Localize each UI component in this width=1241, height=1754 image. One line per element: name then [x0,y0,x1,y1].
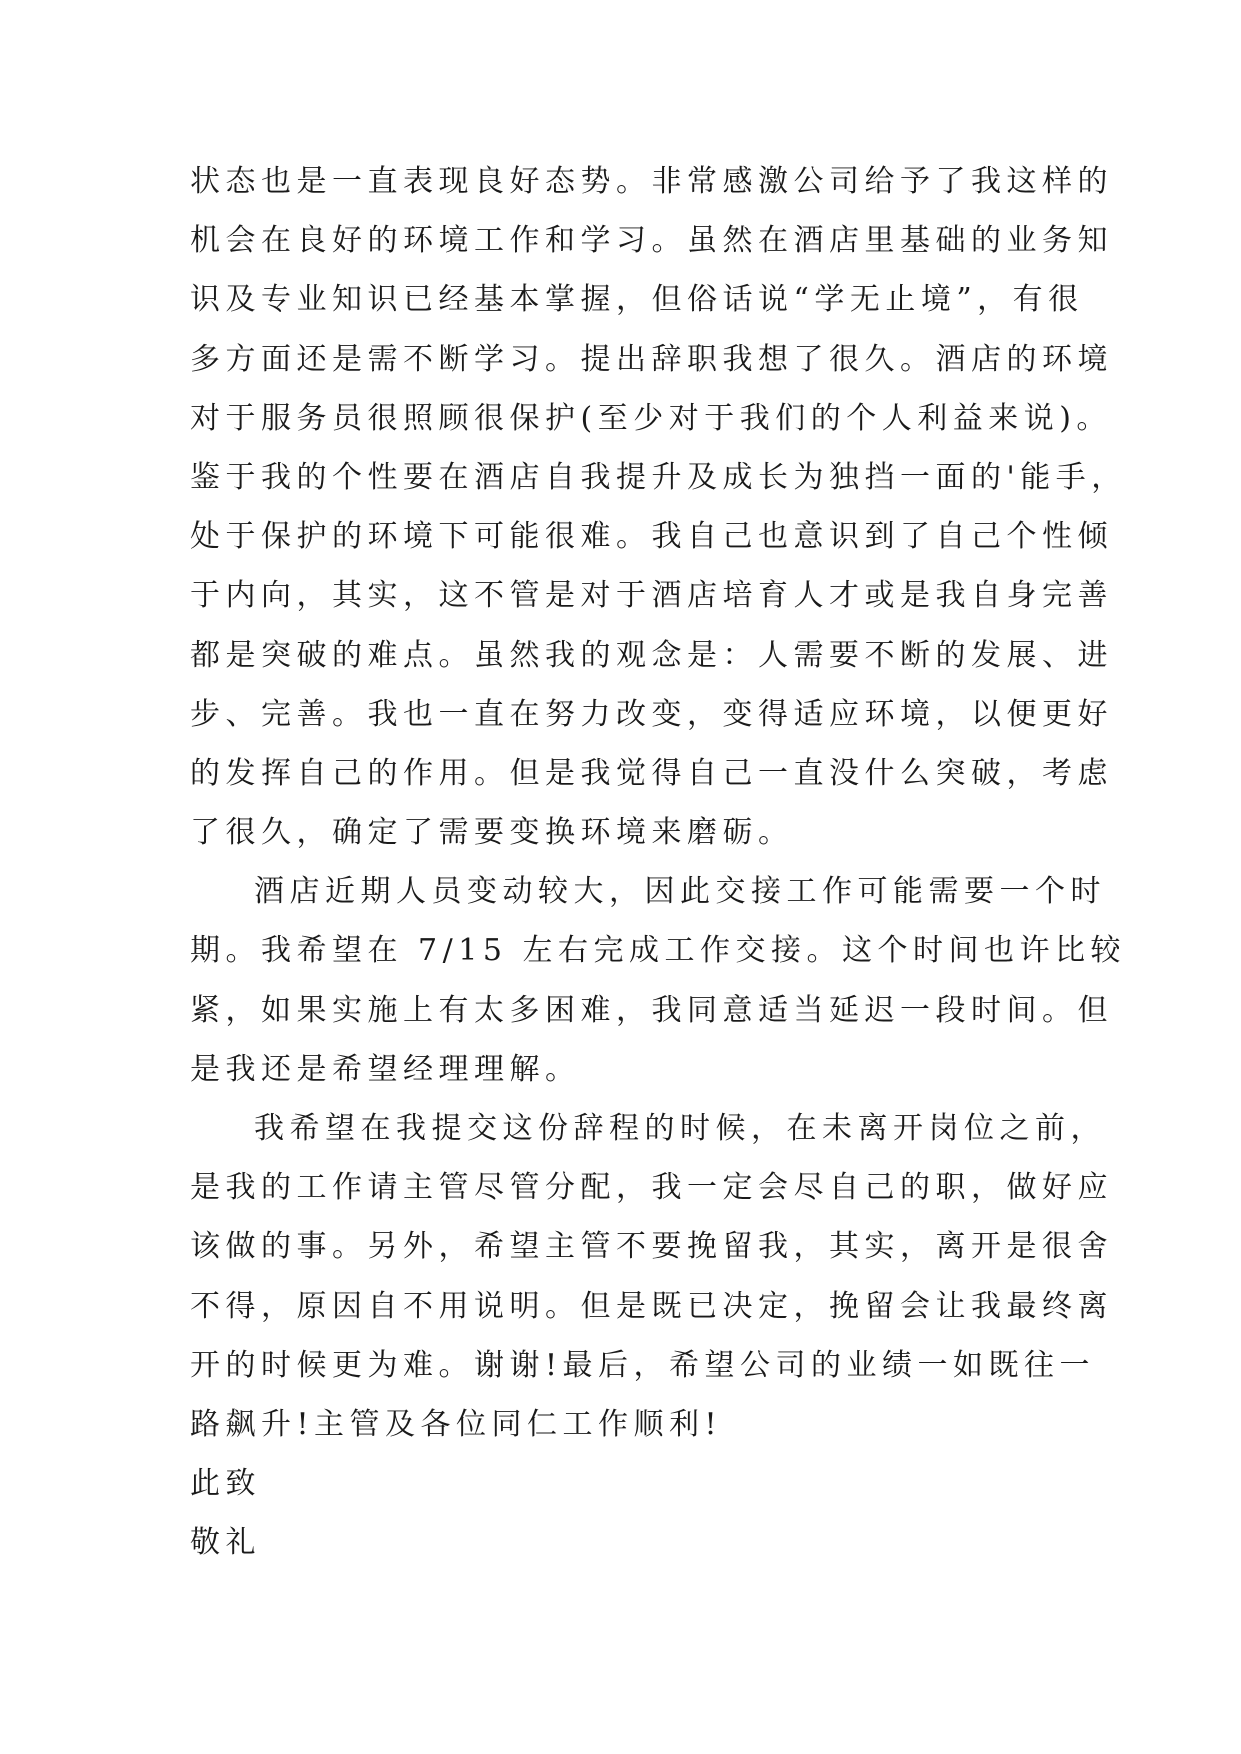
paragraph-line: 路飙升!主管及各位同仁工作顺利! [190,1406,723,1442]
paragraph-line: 开的时候更为难。谢谢!最后，希望公司的业绩一如既往一 [190,1347,1096,1383]
paragraph-line: 都是突破的难点。虽然我的观念是：人需要不断的发展、进 [190,637,1113,673]
paragraph-line: 紧，如果实施上有太多困难，我同意适当延迟一段时间。但 [190,992,1113,1028]
paragraph-line: 步、完善。我也一直在努力改变，变得适应环境，以便更好 [190,696,1113,732]
paragraph-line: 该做的事。另外，希望主管不要挽留我，其实，离开是很舍 [190,1229,1113,1265]
closing-line: 敬礼 [190,1525,261,1561]
paragraph-line: 是我的工作请主管尽管分配，我一定会尽自己的职，做好应 [190,1170,1113,1206]
paragraph-line: 状态也是一直表现良好态势。非常感激公司给予了我这样的 [190,164,1113,199]
paragraph-line: 识及专业知识已经基本掌握，但俗话说“学无止境”，有很 [190,282,1084,318]
paragraph-line: 不得，原因自不用说明。但是既已决定，挽留会让我最终离 [190,1288,1113,1324]
closing-line: 此致 [190,1466,261,1502]
paragraph-line: 是我还是希望经理理解。 [190,1051,581,1087]
paragraph-line: 于内向，其实，这不管是对于酒店培育人才或是我自身完善 [190,578,1113,614]
paragraph-line: 期。我希望在 7/15 左右完成工作交接。这个时间也许比较 [190,933,1126,969]
paragraph-line: 鉴于我的个性要在酒店自我提升及成长为独挡一面的'能手， [190,459,1127,495]
paragraph-line: 了很久，确定了需要变换环境来磨砺。 [190,815,794,851]
paragraph-line: 处于保护的环境下可能很难。我自己也意识到了自己个性倾 [190,519,1113,555]
paragraph-line: 我希望在我提交这份辞程的时候，在未离开岗位之前， [254,1111,1106,1146]
letter-body [190,152,1127,1573]
paragraph-line: 多方面还是需不断学习。提出辞职我想了很久。酒店的环境 [190,341,1113,377]
paragraph-line: 机会在良好的环境工作和学习。虽然在酒店里基础的业务知 [190,223,1113,259]
paragraph-line: 的发挥自己的作用。但是我觉得自己一直没什么突破，考虑 [190,755,1113,791]
paragraph-line: 对于服务员很照顾很保护(至少对于我们的个人利益来说)。 [190,400,1112,436]
paragraph-line: 酒店近期人员变动较大，因此交接工作可能需要一个时 [254,874,1106,910]
